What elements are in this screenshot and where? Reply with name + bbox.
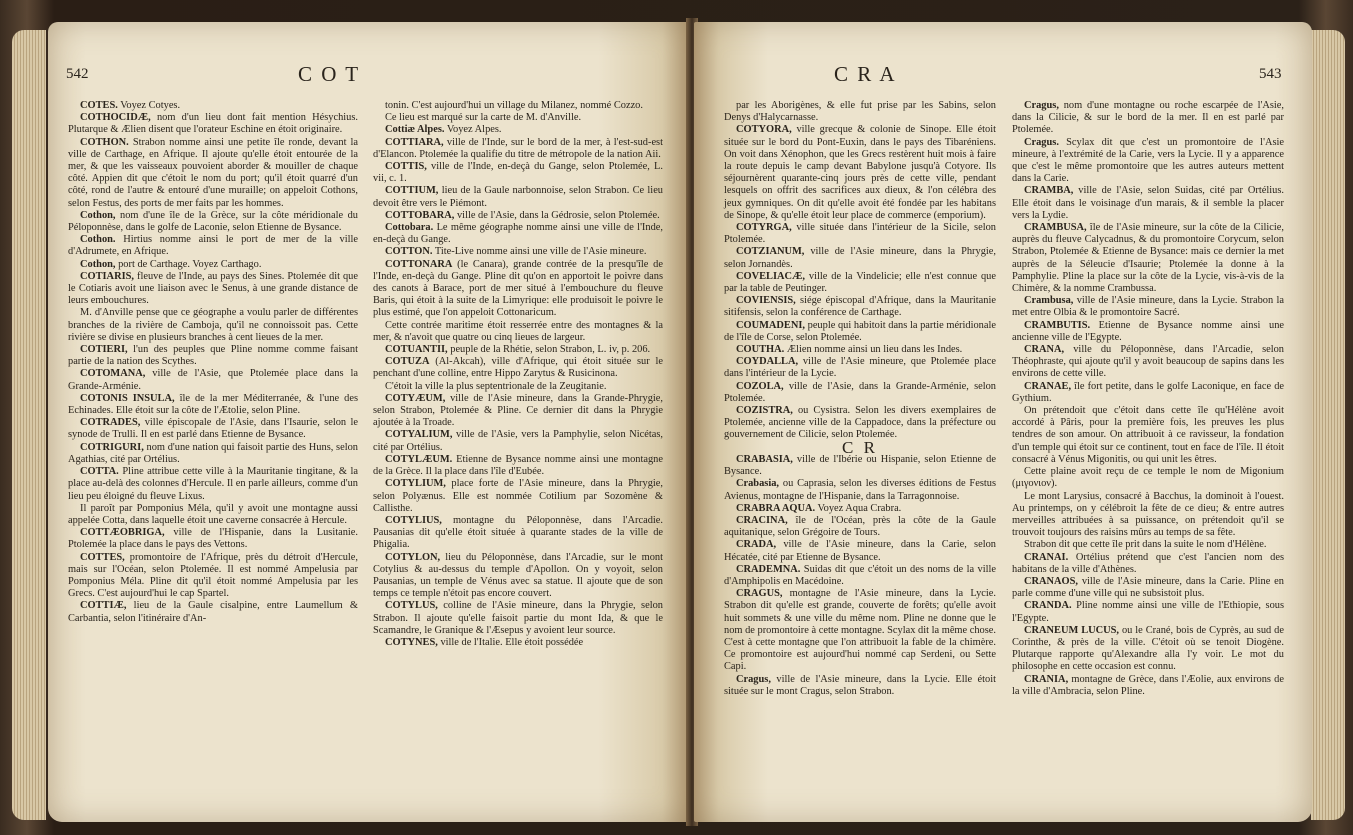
entry-text: Le mont Larysius, consacré à Bacchus, la dominoit à l'ouest. Au printemps, on y célébroit la fête de ce dieu; & entre autres merveilles attribuées à sa puissance, on prétendoit qu'il se trouvoit toujours des raisins mûrs au temps de sa fête. [1012, 490, 1284, 539]
entry-headword: CRAMBA, [1024, 185, 1074, 197]
dictionary-entry [1012, 320, 1284, 344]
entry-text: Etienne de Bysance nomme ainsi une montagne de la Grèce. Il la place dans l'île d'Eubée. [373, 453, 663, 478]
dictionary-entry [373, 112, 663, 124]
entry-text: ville épiscopale de l'Asie, dans l'Isaurie, selon le synode de Trulli. Il en est parlé dans Etienne de Bysance. [68, 417, 358, 441]
entry-headword: COYDALLA, [736, 356, 799, 368]
dictionary-entry [1012, 625, 1284, 674]
entry-text: ville de la Vindelicie; elle n'est connue que par la table de Peutinger. [724, 270, 996, 295]
entry-text: ville de l'Asie mineure, dans la Grande-Phrygie, selon Strabon, Ptolemée & Pline. Ce dernier dit dans la Phrygie ajoutée à la Troade. [373, 392, 663, 429]
entry-text: Scylax dit que c'est un promontoire de l'Asie mineure, à l'extrémité de la Carie, vers la Lycie. Il y a apparence que c'est le même promontoire que les autres auteurs mettent dans la Carie. [1012, 136, 1284, 185]
dictionary-entry [724, 674, 996, 698]
entry-headword: COUTHA. [736, 344, 785, 356]
entry-headword: COTYALIUM, [385, 429, 453, 441]
entry-headword: COTTOBARA, [385, 209, 455, 221]
entry-headword: COTYRGA, [736, 222, 792, 234]
entry-text: Voyez Alpes. [444, 124, 502, 136]
entry-text: ville de l'Hispanie, dans la Lusitanie. Ptolemée la place dans le pays des Vettons. [68, 527, 358, 551]
entry-headword: CRANIA, [1024, 673, 1069, 685]
entry-headword: Cottiæ Alpes. [385, 124, 445, 136]
dictionary-entry [68, 442, 358, 466]
dictionary-entry [68, 417, 358, 441]
entry-headword: COTIERI, [80, 344, 128, 356]
entry-headword: COTTIS, [385, 161, 427, 173]
entry-text: ville de l'Inde, sur le bord de la mer, à l'est-sud-est d'Elancon. Ptolemée la qualifie du titre de métropole de la nation Aii. [373, 136, 663, 160]
entry-headword: CRANAE, [1024, 380, 1072, 392]
entry-headword: CRAGUS, [736, 588, 783, 600]
left-column-1 [68, 100, 358, 625]
right-page-edges [1311, 30, 1345, 820]
dictionary-entry [373, 185, 663, 209]
entry-headword: COTIARIS, [80, 270, 134, 282]
entry-headword: CRAMBUSA, [1024, 222, 1087, 234]
entry-text: par les Aborigènes, & elle fut prise par les Sabins, selon Denys d'Halycarnasse. [724, 100, 996, 124]
dictionary-entry [724, 356, 996, 380]
entry-text: colline de l'Asie mineure, dans la Phrygie, selon Strabon. Il ajoute qu'elle faisoit partie du mont Ida, & que le Scamandre, le Granique & l'Æsepus y avoient leur source. [373, 600, 663, 636]
entry-headword: COTYLIUS, [385, 514, 442, 526]
dictionary-entry [373, 246, 663, 258]
entry-headword: Cothon, [80, 209, 116, 221]
entry-headword: CRADEMNA. [736, 563, 801, 575]
dictionary-entry [1012, 466, 1284, 490]
entry-text: ville de l'Asie mineure, dans la Phrygie, selon Jornandès. [724, 246, 996, 270]
dictionary-entry [724, 454, 996, 478]
dictionary-entry [1012, 100, 1284, 137]
entry-text: île fort petite, dans le golfe Laconique, en face de Gythium. [1012, 380, 1284, 404]
entry-text: ville de l'Italie. Elle étoit possédée [437, 636, 584, 648]
dictionary-entry [724, 503, 996, 515]
entry-text: île de l'Asie mineure, sur la côte de la Cilicie, auprès du fleuve Calycadnus, & du promontoire Corycum, selon Strabon, Ptolemée & Etienne de Bysance: mais ce dernier la met auprès de la Séleucie d'Isaurie; Ptolemée la donne à la Pamphylie. Pline la place sur la côte de la Lycie, vis-à-vis de la Chimère, & la nomme Crambussa. [1012, 222, 1284, 295]
entry-text: l'un des peuples que Pline nomme comme faisant partie de la nation des Scythes. [68, 344, 358, 368]
right-column-2 [1012, 100, 1284, 698]
entry-headword: COTYORA, [736, 124, 792, 136]
dictionary-entry [373, 600, 663, 637]
dictionary-entry [373, 124, 663, 136]
dictionary-entry [724, 320, 996, 344]
entry-text: Hirtius nomme ainsi le port de mer de la ville d'Adrumete, en Afrique. [68, 234, 358, 258]
entry-headword: COUMADENI, [736, 319, 805, 331]
entry-text: siége épiscopal d'Afrique, dans la Mauritanie sitifensis, selon la conférence de Carthage. [724, 295, 996, 319]
entry-headword: COTUANTII, [385, 344, 448, 356]
entry-text: C'étoit la ville la plus septentrionale de la Zeugitanie. [385, 380, 607, 392]
entry-headword: CRAMBUTIS. [1024, 319, 1091, 331]
dictionary-entry [1012, 137, 1284, 186]
entry-text: Le même géographe nomme ainsi une ville de l'Inde, en-deçà du Gange. [373, 222, 663, 246]
entry-text: lieu de la Gaule cisalpine, entre Laumellum & Carbantia, selon l'itinéraire d'An- [68, 600, 358, 624]
entry-text: ville de l'Inde, en-deçà du Gange, selon Ptolemée, L. vii, c. 1. [373, 161, 663, 185]
dictionary-entry [1012, 222, 1284, 295]
entry-headword: COTTON. [385, 246, 433, 258]
dictionary-entry [724, 564, 996, 588]
entry-text: Ælien nomme ainsi un lieu dans les Indes. [784, 344, 963, 356]
entry-headword: COTRIGURI, [80, 441, 144, 453]
entry-headword: CRABASIA, [736, 453, 793, 465]
entry-text: nom d'un lieu dont fait mention Hésychius. Plutarque & Ælien disent que l'orateur Eschine en étoit originaire. [68, 112, 358, 136]
entry-headword: COTES. [80, 100, 118, 111]
entry-text: Cette plaine avoit reçu de ce temple le nom de Migonium (μιγονιον). [1012, 466, 1284, 490]
dictionary-entry [724, 295, 996, 319]
dictionary-entry [724, 246, 996, 270]
dictionary-entry [68, 466, 358, 503]
left-column-2 [373, 100, 663, 649]
dictionary-entry [724, 381, 996, 405]
entry-headword: COTZIANUM, [736, 246, 805, 258]
dictionary-entry [68, 503, 358, 527]
dictionary-entry [68, 210, 358, 234]
entry-text: ville du Péloponnèse, dans l'Arcadie, selon Théophraste, qui ajoute qu'il y avoit beaucoup de sapins dans les environs de cette ville. [1012, 344, 1284, 380]
dictionary-entry [68, 259, 358, 271]
dictionary-entry [68, 307, 358, 344]
entry-text: île de la mer Méditerranée, & l'une des Echinades. Elle étoit sur la côte de l'Ætolie, selon Pline. [68, 392, 358, 417]
dictionary-entry [724, 478, 996, 502]
dictionary-entry [68, 527, 358, 551]
entry-text: Pline nomme ainsi une ville de l'Ethiopie, sous l'Egypte. [1012, 600, 1284, 624]
entry-headword: CRANAOS, [1024, 575, 1078, 587]
entry-text: place forte de l'Asie mineure, dans la Phrygie, selon Polyænus. Elle est nommée Cotilium par Sozomène & Callisthe. [373, 478, 663, 514]
entry-text: nom d'une île de la Grèce, sur la côte méridionale du Péloponnèse, dans le golfe de Laconie, selon Etienne de Bysance. [68, 209, 358, 234]
entry-headword: Cragus. [1024, 136, 1059, 148]
dictionary-entry [373, 381, 663, 393]
entry-headword: COVELIACÆ, [736, 270, 805, 282]
dictionary-entry [724, 344, 996, 356]
dictionary-entry [1012, 552, 1284, 576]
dictionary-entry [724, 405, 996, 442]
entry-headword: COTHOCIDÆ, [80, 112, 151, 124]
dictionary-entry [724, 222, 996, 246]
dictionary-entry [373, 100, 663, 112]
entry-text: Ce lieu est marqué sur la carte de M. d'Anville. [385, 112, 582, 124]
entry-headword: COTTA. [80, 466, 119, 478]
entry-headword: CRANAI. [1024, 551, 1069, 563]
entry-text: ville de l'Asie mineure, dans la Lycie. Elle étoit située sur le mont Cragus, selon Strabon. [724, 673, 996, 697]
entry-text: peuple qui habitoit dans la partie méridionale de l'île de Corse, selon Ptolemée. [724, 319, 996, 343]
entry-text: Cette contrée maritime étoit resserrée entre des montagnes & la mer, & n'avoit que quatre ou cinq lieues de largeur. [373, 319, 663, 343]
entry-headword: CRANDA. [1024, 600, 1072, 612]
dictionary-entry [1012, 344, 1284, 381]
dictionary-entry [373, 515, 663, 552]
dictionary-entry [1012, 576, 1284, 600]
dictionary-entry [68, 234, 358, 258]
entry-text: Tite-Live nomme ainsi une ville de l'Asie mineure. [432, 246, 647, 258]
dictionary-entry [68, 393, 358, 417]
entry-text: île de l'Océan, près la côte de la Gaule aquitanique, selon Grégoire de Tours. [724, 514, 996, 539]
entry-headword: COZOLA, [736, 380, 784, 392]
entry-headword: COTUZA [385, 356, 430, 368]
entry-headword: CRADA, [736, 539, 777, 551]
entry-headword: COTYLÆUM. [385, 453, 453, 465]
entry-text: lieu du Péloponnèse, dans l'Arcadie, sur le mont Cotylius & au-dessus du temple d'Apollon. On y voyoit, selon Pausanias, un temple de Vénus avec sa statue. Il ajoute que de son temps ce temple n'étoit pas encore couvert. [373, 551, 663, 600]
right-page-header: C R A [834, 62, 897, 86]
dictionary-entry [1012, 405, 1284, 466]
section-heading: C R [842, 437, 878, 457]
entry-headword: Cottobara. [385, 222, 434, 234]
dictionary-entry [373, 478, 663, 515]
entry-text: fleuve de l'Inde, au pays des Sines. Ptolemée dit que le Cotiaris avoit une liaison avec le Senus, à une grande distance de leurs embouchures. [68, 270, 358, 307]
entry-headword: COTYNES, [385, 636, 438, 648]
left-page-header: C O T [298, 62, 361, 86]
entry-headword: COTTONARA [385, 258, 453, 270]
entry-text: tonin. C'est aujourd'hui un village du Milanez, nommé Cozzo. [385, 100, 643, 111]
entry-text: ville de l'Asie, selon Suidas, cité par Ortélius. Elle étoit dans le voisinage d'un marais, & il semble la placer vers la Lydie. [1012, 185, 1284, 221]
dictionary-entry [373, 356, 663, 380]
entry-headword: COTTIÆ, [80, 600, 127, 612]
entry-text: Pline attribue cette ville à la Mauritanie tingitane, & la place au-delà des colonnes d'Hercule. Il en parle ailleurs, comme d'un lieu peu éloigné du fleuve Lixus. [68, 466, 358, 502]
entry-text: Ortélius prétend que c'est l'ancien nom des habitans de la ville d'Athènes. [1012, 551, 1284, 575]
entry-headword: COTTES, [80, 551, 125, 563]
entry-headword: COZISTRA, [736, 405, 793, 417]
entry-text: port de Carthage. Voyez Carthago. [115, 258, 262, 270]
entry-text: montagne de l'Asie mineure, dans la Lycie. Strabon dit qu'elle est grande, couverte de forêts; qu'elle avoit huit sommets & une ville du même nom. Pline ne donne que le nom de promontoire à cette montagne. Scylax dit la même chose. C'est à cette montagne que l'on attribuoit la fable de la chimère. Ce promontoire est aujourd'hui nommé cap Serdeni, ou Sette Capi. [724, 588, 996, 673]
entry-text: ville située dans l'intérieur de la Sicile, selon Ptolemée. [724, 222, 996, 246]
dictionary-entry [373, 259, 663, 320]
dictionary-entry [68, 600, 358, 624]
entry-text: ville de l'Asie, vers la Pamphylie, selon Nicétas, cité par Ortélius. [373, 429, 663, 453]
entry-headword: Cothon. [80, 234, 116, 246]
entry-text: ville grecque & colonie de Sinope. Elle étoit située sur le bord du Pont-Euxin, dans le pays des Tibaréniens. On voit dans Xénophon, que les Grecs restèrent huit mois à faire la route depuis le camp devant Babylone jusqu'à Cotyore. Ils séjournèrent quarante-cinq jours près de cette ville, pendant lesquels on offrit des sacrifices aux dieux, & l'on célébra des jeux gymniques. On dit qu'elle avoit été fondée par les habitans de Sinope, & qu'elle étoit leur place de commerce (emporium). [724, 124, 996, 221]
entry-text: ville de l'Asie, dans la Grande-Arménie, selon Ptolemée. [724, 380, 996, 404]
dictionary-entry [724, 539, 996, 563]
dictionary-entry [68, 112, 358, 136]
entry-headword: COTONIS INSULA, [80, 392, 175, 404]
dictionary-entry [373, 454, 663, 478]
entry-headword: COTYLIUM, [385, 478, 446, 490]
entry-text: M. d'Anville pense que ce géographe a voulu parler de différentes branches de la rivière de Camboja, qu'il ne connoissoit pas. Cette rivière se divise en plusieurs branches à cent lieues de la mer. [68, 307, 358, 343]
dictionary-entry [68, 271, 358, 308]
entry-headword: COTTIARA, [385, 136, 444, 148]
left-page-edges [12, 30, 46, 820]
entry-text: Strabon dit que cette île prit dans la suite le nom d'Hélène. [1024, 539, 1267, 551]
left-page-number: 542 [66, 66, 89, 82]
entry-text: (le Canara), grande contrée de la presqu'île de l'Inde, en-deçà du Gange. Pline dit qu'on en apportoit le poivre dans des canots à Barace, port de mer situé à l'embouchure du fleuve Baris, qui étoit à la suite de la Limyrique: elle produisoit le poivre le plus estimé, que l'on appeloit Cottonaricum. [373, 258, 663, 319]
entry-text: ville de l'Asie mineure, dans la Carie, selon Hécatée, cité par Etienne de Bysance. [724, 539, 996, 563]
dictionary-entry [373, 137, 663, 161]
dictionary-entry [724, 100, 996, 124]
entry-headword: Cragus, [736, 673, 771, 685]
entry-text: ou le Crané, bois de Cyprès, au sud de Corinthe, & près de la ville. C'étoit où se tenoit Diogène. Plutarque rapporte qu'Alexandre alla l'y voir. Le mot du philosophe en cette occasion est connu. [1012, 624, 1284, 673]
entry-headword: CRANA, [1024, 344, 1065, 356]
entry-headword: Crabasia, [736, 478, 780, 490]
dictionary-entry [373, 161, 663, 185]
entry-text: promontoire de l'Afrique, près du détroit d'Hercule, mais sur l'Océan, selon Ptolemée. Il est nommé Ampelusia par Pomponius Méla. Pline dit qu'il étoit nommé Ampelusia par les Grecs. C'est aujourd'hui le cap Spartel. [68, 551, 358, 600]
dictionary-entry [724, 124, 996, 222]
entry-text: peuple de la Rhétie, selon Strabon, L. iv, p. 206. [447, 344, 651, 356]
right-page-number: 543 [1259, 66, 1282, 82]
entry-text: ou Cysistra. Selon les divers exemplaires de Ptolemée, ancienne ville de la Cappadoce, dans la préfecture ou gouvernement de Cilicie, selon Ptolemée. [724, 405, 996, 441]
dictionary-entry [373, 222, 663, 246]
entry-headword: Cothon, [80, 258, 116, 270]
dictionary-entry [1012, 539, 1284, 551]
right-page [694, 22, 1312, 822]
dictionary-entry [68, 368, 358, 392]
dictionary-entry [373, 210, 663, 222]
dictionary-entry [68, 344, 358, 368]
dictionary-entry [1012, 491, 1284, 540]
entry-text: ville de l'Asie, dans la Gédrosie, selon Ptolemée. [454, 209, 660, 221]
dictionary-entry [1012, 185, 1284, 222]
entry-headword: COTYLUS, [385, 600, 438, 612]
entry-headword: COTOMANA, [80, 368, 146, 380]
entry-text: ville de l'Ibérie ou Hispanie, selon Etienne de Bysance. [724, 453, 996, 478]
entry-text: On prétendoit que c'étoit dans cette île qu'Hélène avoit accordé à Pâris, pour la première fois, les preuves les plus tendres de son amour. On attribuoit à ce ravisseur, la fondation d'un temple qui étoit sur ce continent, tout en face de l'île. Il étoit consacré à Vénus Migonitis, ou qui unit les êtres. [1012, 405, 1284, 465]
right-column-1 [724, 100, 996, 698]
entry-headword: COTTIUM, [385, 185, 439, 197]
dictionary-entry [724, 588, 996, 673]
dictionary-entry [373, 637, 663, 649]
entry-headword: Cragus, [1024, 100, 1059, 111]
entry-headword: Crambusa, [1024, 295, 1074, 307]
entry-headword: COTYÆUM, [385, 392, 446, 404]
entry-text: ville de l'Asie, que Ptolemée place dans la Grande-Arménie. [68, 368, 358, 392]
entry-headword: COVIENSIS, [736, 295, 796, 307]
left-page [48, 22, 688, 822]
entry-headword: COTRADES, [80, 417, 141, 429]
dictionary-entry [68, 100, 358, 112]
entry-text: ville de l'Asie mineure, que Ptolemée place dans l'intérieur de la Lycie. [724, 356, 996, 380]
entry-text: montagne du Péloponnèse, dans l'Arcadie. Pausanias dit qu'elle étoit située à quarante stades de la ville de Phigalia. [373, 514, 663, 551]
entry-text: Etienne de Bysance nomme ainsi une ancienne ville de l'Egypte. [1012, 319, 1284, 343]
dictionary-entry [373, 429, 663, 453]
dictionary-entry [1012, 600, 1284, 624]
entry-headword: CRANEUM LUCUS, [1024, 624, 1120, 636]
dictionary-entry [1012, 381, 1284, 405]
entry-headword: COTHON. [80, 136, 129, 148]
entry-text: (Al-Akcah), ville d'Afrique, qui étoit située sur le penchant d'une colline, entre Hippo Zarytus & Rusicinona. [373, 356, 663, 380]
dictionary-entry [373, 320, 663, 344]
dictionary-entry [1012, 295, 1284, 319]
dictionary-entry [68, 137, 358, 210]
entry-text: nom d'une montagne ou roche escarpée de l'Asie, dans la Cilicie, & sur le bord de la mer. Il en est parlé par Ptolemée. [1012, 100, 1284, 136]
dictionary-entry [1012, 674, 1284, 698]
entry-text: Strabon nomme ainsi une petite île ronde, devant la ville de Carthage, en Afrique. Il ajoute qu'elle étoit entourée de la mer, & que les vaisseaux pouvoient aborder & mouiller de chaque côté. Appien dit que c'étoit le nom du port; qu'il étoit quarré d'un côté, rond de l'autre & entouré d'une muraille; on appeloit Cothons, selon Festus, des ports de mer faits par les hommes. [68, 136, 358, 209]
entry-text: Voyez Aqua Crabra. [815, 502, 902, 514]
entry-text: nom d'une nation qui faisoit partie des Huns, selon Agathias, cité par Ortélius. [68, 441, 358, 465]
dictionary-entry [373, 393, 663, 430]
dictionary-entry [724, 515, 996, 539]
entry-headword: COTTÆOBRIGA, [80, 527, 165, 539]
entry-headword: CRABRA AQUA. [736, 502, 816, 514]
entry-text: Il paroît par Pomponius Méla, qu'il y avoit une montagne aussi appelée Cotta, dans laquelle étoit une caverne consacrée à Hercule. [68, 502, 358, 526]
entry-text: lieu de la Gaule narbonnoise, selon Strabon. Ce lieu devoit être vers le Piémont. [373, 185, 663, 209]
entry-text: ou Caprasia, selon les diverses éditions de Festus Avienus, montagne de l'Hispanie, dans la Tarragonnoise. [724, 478, 996, 502]
dictionary-entry [68, 552, 358, 601]
entry-headword: CRACINA, [736, 514, 788, 526]
entry-text: montagne de Grèce, dans l'Æolie, aux environs de la ville d'Ambracia, selon Pline. [1012, 673, 1284, 697]
entry-text: ville de l'Asie mineure, dans la Lycie. Strabon la met entre Olbia & le promontoire Sacré. [1012, 295, 1284, 319]
dictionary-entry [373, 344, 663, 356]
dictionary-entry [724, 271, 996, 295]
entry-text: Voyez Cotyes. [117, 100, 181, 111]
entry-text: ville de l'Asie mineure, dans la Carie. Pline en parle comme d'une ville qui ne subsistoit plus. [1012, 575, 1284, 600]
dictionary-entry [373, 552, 663, 601]
entry-headword: COTYLON, [385, 551, 441, 563]
entry-text: Suidas dit que c'étoit un des noms de la ville d'Amphipolis en Macédoine. [724, 563, 996, 587]
